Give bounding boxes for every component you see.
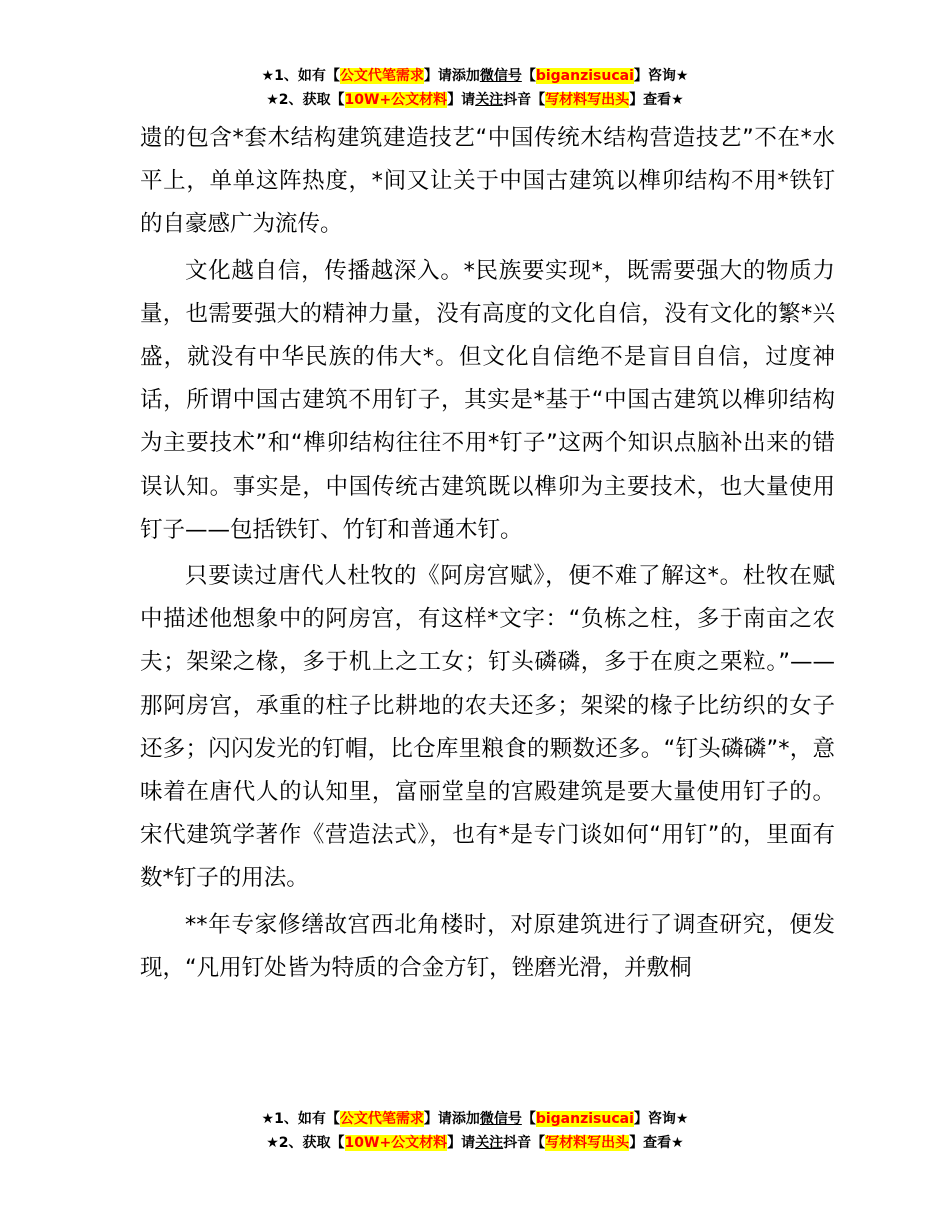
underlined-text: 微信号 <box>479 68 522 84</box>
header-banner <box>0 64 950 112</box>
highlight-text: biganzisucai <box>535 1111 634 1127</box>
underlined-text: 关注 <box>475 92 504 108</box>
banner-line-1: ★1、如有【公文代笔需求】请添加微信号【biganzisucai】咨询★ <box>261 68 689 84</box>
highlight-text: 公文代笔需求 <box>339 68 424 84</box>
paragraph: **年专家修缮故宫西北角楼时，对原建筑进行了调查研究，便发现，“凡用钉处皆为特质的合金方钉，锉磨光滑，并敷桐 <box>140 911 835 981</box>
highlight-text: 写材料写出头 <box>545 1135 630 1151</box>
document-body <box>140 117 835 993</box>
banner-line-1: ★1、如有【公文代笔需求】请添加微信号【biganzisucai】咨询★ <box>261 1111 689 1127</box>
banner-line-2: ★2、获取【10W+公文材料】请关注抖音【写材料写出头】查看★ <box>266 1135 684 1151</box>
banner-line-2: ★2、获取【10W+公文材料】请关注抖音【写材料写出头】查看★ <box>266 92 684 108</box>
highlight-text: 写材料写出头 <box>545 92 630 108</box>
paragraph: 遗的包含*套木结构建筑建造技艺“中国传统木结构营造技艺”不在*水平上，单单这阵热度，*间又让关于中国古建筑以榫卯结构不用*铁钉的自豪感广为流传。 <box>140 125 835 238</box>
highlight-text: 10W+公文材料 <box>344 1135 448 1151</box>
underlined-text: 微信号 <box>479 1111 522 1127</box>
underlined-text: 关注 <box>475 1135 504 1151</box>
paragraph: 只要读过唐代人杜牧的《阿房宫赋》，便不难了解这*。杜牧在赋中描述他想象中的阿房宫，有这样*文字：“负栋之柱，多于南亩之农夫；架梁之椽，多于机上之工女；钉头磷磷，多于在庾之栗粒。”——那阿房宫，承重的柱子比耕地的农夫还多；架梁的椽子比纺织的女子还多；闪闪发光的钉帽，比仓库里粮食的颗数还多。“钉头磷磷”*，意味着在唐代人的认知里，富丽堂皇的宫殿建筑是要大量使用钉子的。宋代建筑学著作《营造法式》，也有*是专门谈如何“用钉”的，里面有数*钉子的用法。 <box>140 563 835 892</box>
footer-banner <box>0 1107 950 1155</box>
paragraph: 文化越自信，传播越深入。*民族要实现*，既需要强大的物质力量，也需要强大的精神力量，没有高度的文化自信，没有文化的繁*兴盛，就没有中华民族的伟大*。但文化自信绝不是盲目自信，过度神话，所谓中国古建筑不用钉子，其实是*基于“中国古建筑以榫卯结构为主要技术”和“榫卯结构往往不用*钉子”这两个知识点脑补出来的错误认知。事实是，中国传统古建筑既以榫卯为主要技术，也大量使用钉子——包括铁钉、竹钉和普通木钉。 <box>140 257 835 543</box>
highlight-text: 10W+公文材料 <box>344 92 448 108</box>
highlight-text: 公文代笔需求 <box>339 1111 424 1127</box>
highlight-text: biganzisucai <box>535 68 634 84</box>
